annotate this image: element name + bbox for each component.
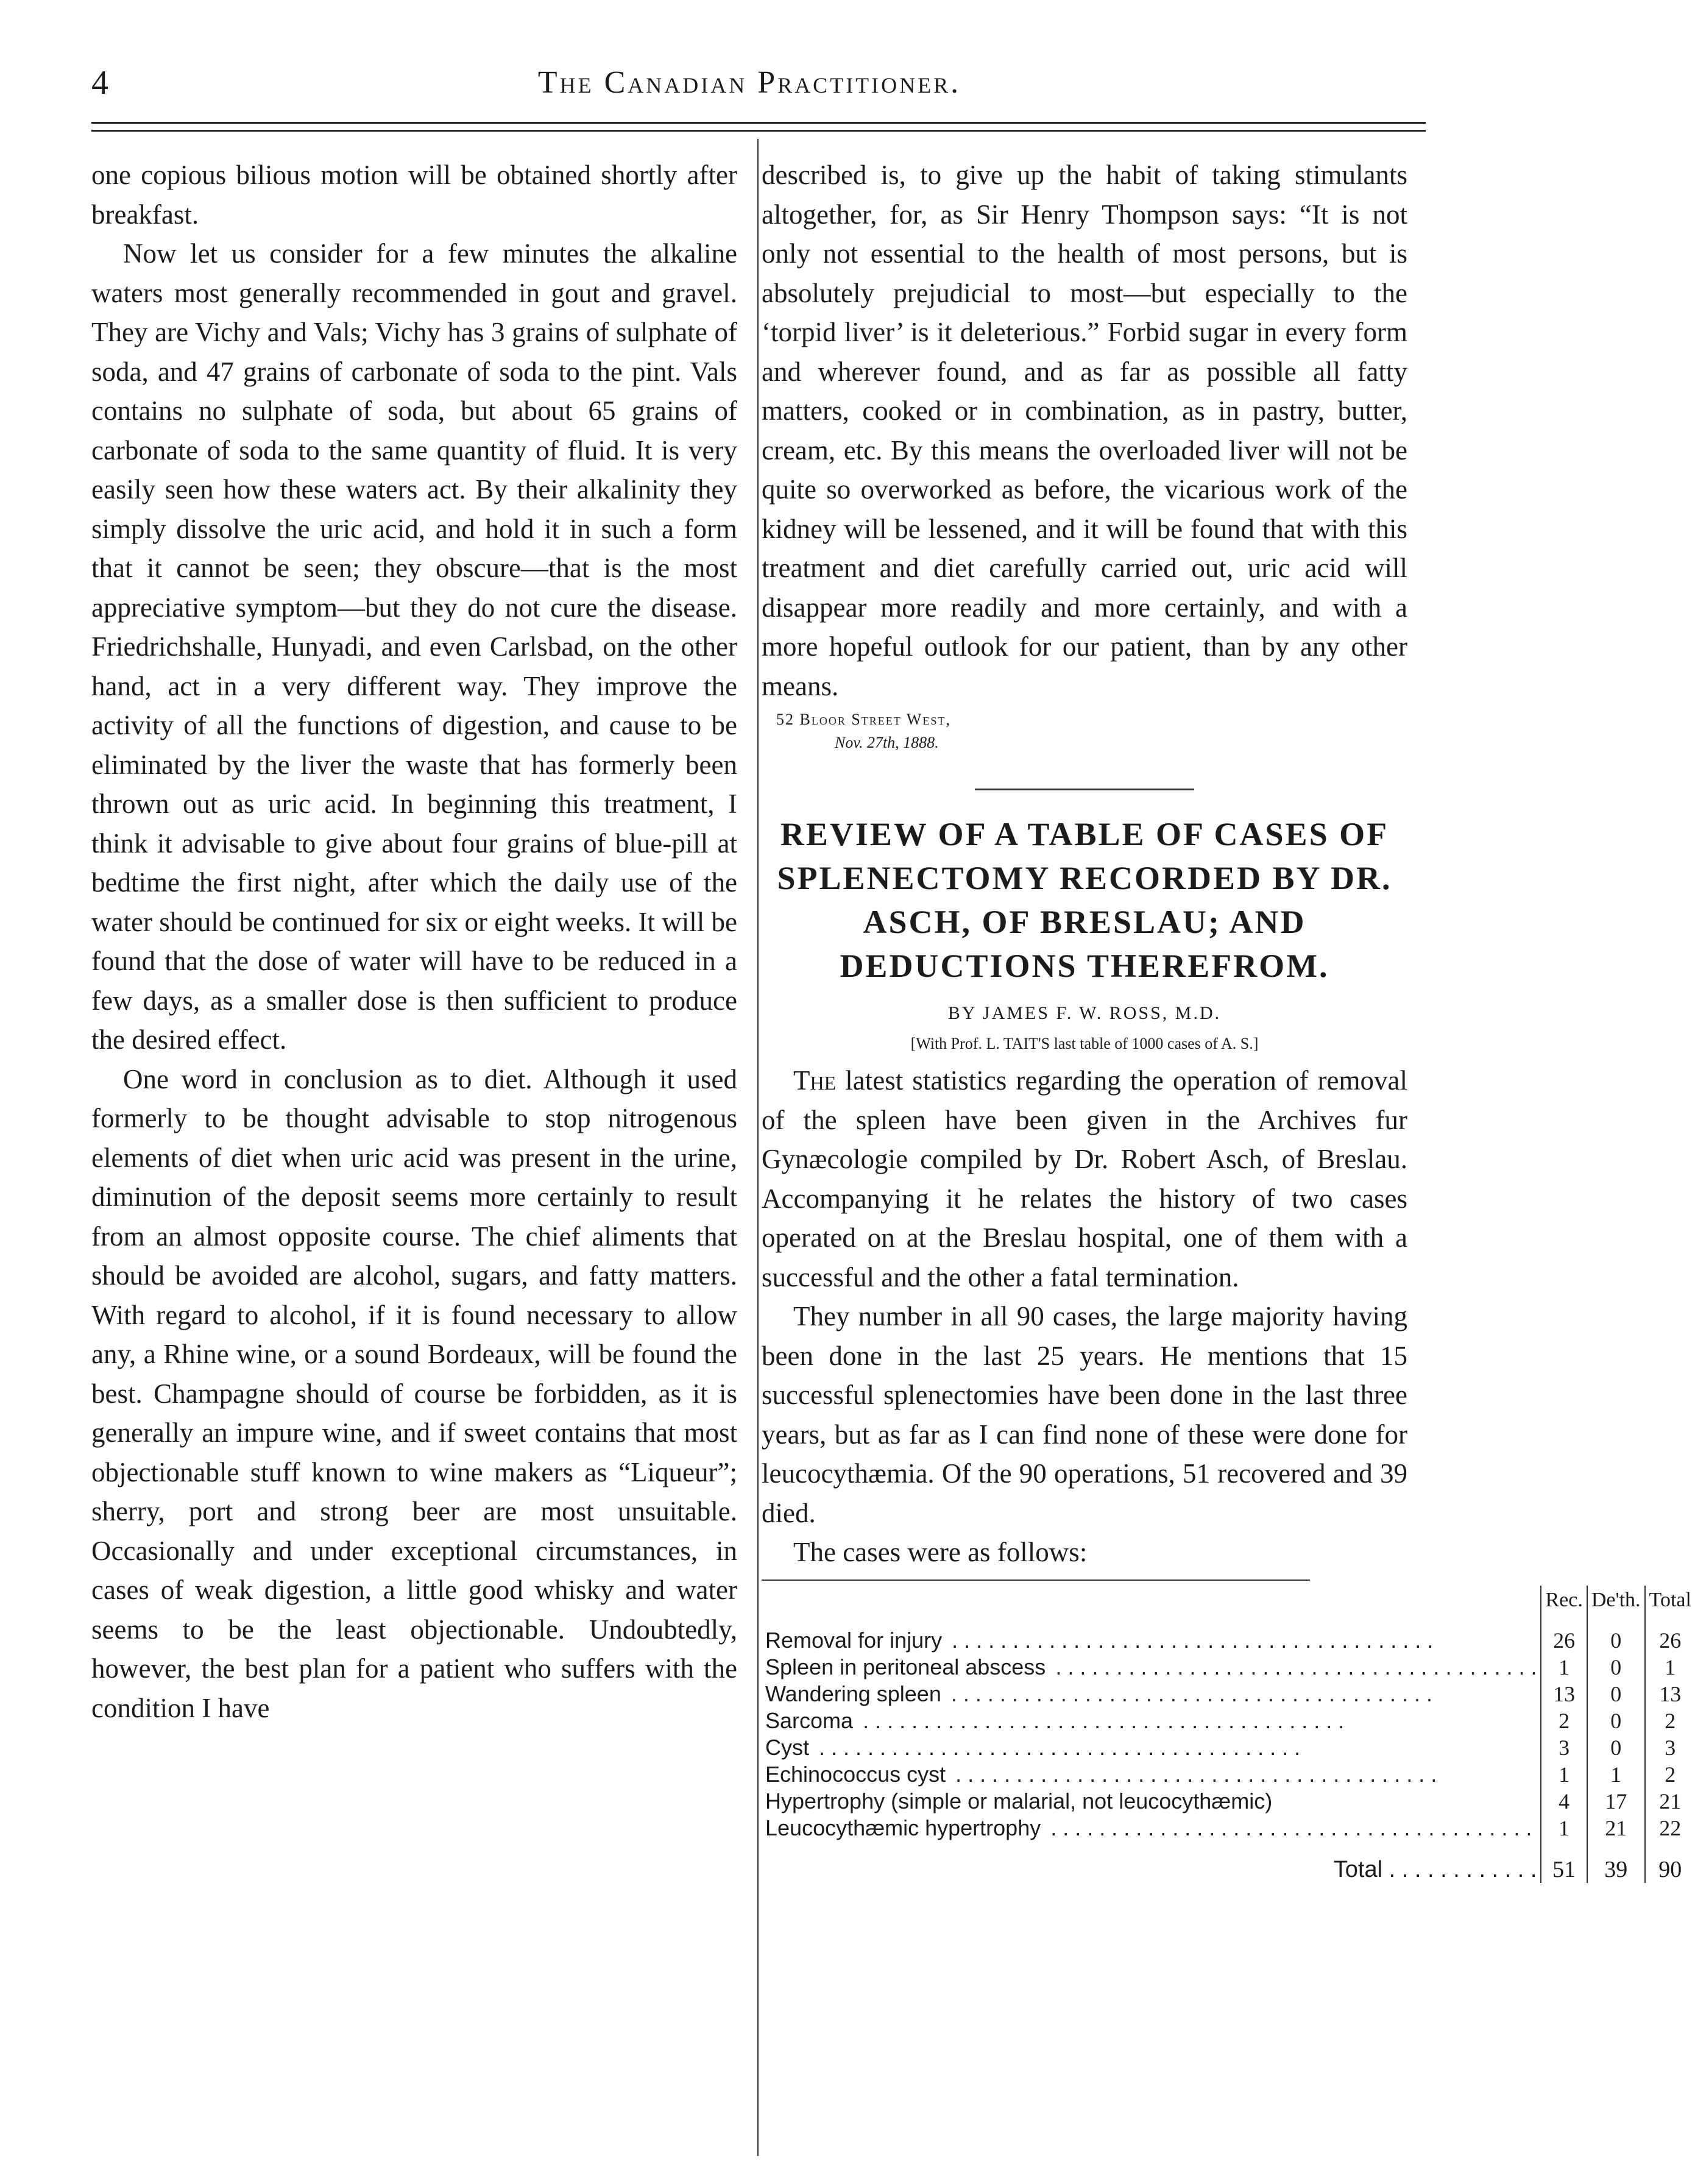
table-row: [762, 1654, 1695, 1681]
row-label-text: Spleen in peritoneal abscess: [765, 1654, 1049, 1679]
row-total: 26: [1645, 1627, 1695, 1654]
row-label-text: Removal for injury: [765, 1628, 946, 1653]
row-rec: 1: [1541, 1654, 1587, 1681]
leader-dots: [945, 1681, 1432, 1706]
row-rec: 1: [1541, 1761, 1587, 1788]
left-paragraph-1: one copious bilious motion will be obtained shortly after breakfast.: [91, 160, 737, 230]
row-died: 0: [1587, 1681, 1645, 1707]
table-row: [762, 1815, 1695, 1842]
row-label: [762, 1627, 1541, 1654]
leader-dots: [949, 1762, 1437, 1787]
row-label-text: Cyst: [765, 1735, 813, 1760]
table-total-row: [762, 1842, 1695, 1883]
leader-dots: [857, 1708, 1344, 1733]
row-label-text: Sarcoma: [765, 1708, 857, 1733]
table-header-row: [762, 1586, 1695, 1627]
running-title: The Canadian Practitioner.: [537, 65, 961, 100]
row-rec: 2: [1541, 1707, 1587, 1734]
lead-word: The: [793, 1065, 837, 1096]
left-column: [91, 155, 737, 1728]
article-byline: BY JAMES F. W. ROSS, M.D.: [947, 1003, 1222, 1023]
row-total: 22: [1645, 1815, 1695, 1842]
row-label: [762, 1815, 1541, 1842]
row-total: 2: [1645, 1761, 1695, 1788]
row-total: 21: [1645, 1788, 1695, 1815]
row-label: [762, 1734, 1541, 1761]
left-paragraph-2: Now let us consider for a few minutes the alkaline waters most generally recommended in gout and gravel. They are Vichy and Vals; Vichy has 3 grains of sulphate of soda, and 47 grains of carbonate of soda to the pint. Vals contains no sulphate of soda, but about 65 grains of carbonate of soda to the same quantity of fluid. It is very easily seen how these waters act. By their alkalinity they simply dissolve the uric acid, and hold it in such a form that it cannot be seen; they obscure—that is the most appreciative symptom—but they do not cure the disease. Friedrichshalle, Hunyadi, and even Carlsbad, on the other hand, act in a very different way. They improve the activity of all the functions of digestion, and cause to be eliminated by the liver the waste that has formerly been thrown out as uric acid. In beginning this treatment, I think it advisable to give about four grains of blue-pill at bedtime the first night, after which the daily use of the water should be continued for six or eight weeks. It will be found that the dose of water will have to be reduced in a few days, as a smaller dose is then sufficient to produce the desired effect.: [91, 238, 737, 1055]
row-rec: 26: [1541, 1627, 1587, 1654]
row-label: [762, 1654, 1541, 1681]
table-header-blank: [762, 1586, 1541, 1627]
row-died: 21: [1587, 1815, 1645, 1842]
total-total: 90: [1645, 1842, 1695, 1883]
row-died: 1: [1587, 1761, 1645, 1788]
column-divider: [757, 139, 759, 2156]
left-paragraph-3: One word in conclusion as to diet. Although it used formerly to be thought advisable to stop nitrogenous elements of diet when uric acid was present in the urine, diminution of the deposit seems more certainly to result from an almost opposite course. The chief aliments that should be avoided are alcohol, sugars, and fatty matters. With regard to alcohol, if it is found necessary to allow any, a Rhine wine, or a sound Bordeaux, will be found the best. Champagne should of course be forbidden, as it is generally an impure wine, and if sweet contains that most objectionable stuff known to wine makers as “Liqueur”; sherry, port and strong beer are most unsuitable. Occasionally and under exceptional circumstances, in cases of weak digestion, a little good whisky and water seems to be the least objectionable. Undoubtedly, however, the best plan for a patient who suffers with the condition I have: [91, 1063, 737, 1723]
table-top-rule: [762, 1580, 1310, 1581]
header-double-rule: [91, 122, 1426, 132]
page-number: 4: [91, 64, 108, 102]
leader-dots: [813, 1735, 1300, 1760]
table-header-died: De'th.: [1587, 1586, 1645, 1627]
signature-date: Nov. 27th, 1888.: [835, 734, 939, 751]
row-total: 2: [1645, 1707, 1695, 1734]
table-row: [762, 1681, 1695, 1707]
row-died: 0: [1587, 1707, 1645, 1734]
section-rule: [975, 789, 1194, 790]
row-died: 0: [1587, 1627, 1645, 1654]
total-died: 39: [1587, 1842, 1645, 1883]
page-header: [73, 58, 1426, 107]
article-title: REVIEW OF A TABLE OF CASES OF SPLENECTOMY RECORDED BY DR. ASCH, OF BRESLAU; AND DEDUCTIONS THEREFROM.: [777, 816, 1392, 984]
row-rec: 4: [1541, 1788, 1587, 1815]
table-header-total: Total: [1645, 1586, 1695, 1627]
leader-dots: [946, 1628, 1433, 1653]
leader-dots: [1044, 1815, 1532, 1840]
total-label: Total . . . . . . . . . . . .: [1333, 1856, 1537, 1882]
row-died: 17: [1587, 1788, 1645, 1815]
table-row: [762, 1707, 1695, 1734]
signature-address: 52 Bloor Street West,: [776, 711, 951, 728]
total-rec: 51: [1541, 1842, 1587, 1883]
table-row: [762, 1761, 1695, 1788]
signature-block: [762, 708, 1407, 754]
article-note: [With Prof. L. TAIT'S last table of 1000 cases of A. S.]: [910, 1035, 1259, 1052]
table-header-rec: Rec.: [1541, 1586, 1587, 1627]
row-label: [762, 1681, 1541, 1707]
article-paragraph-2: They number in all 90 cases, the large majority having been done in the last 25 years. He mentions that 15 successful splenectomies have been done in the last three years, but as far as I can find none of these were done for leucocythæmia. Of the 90 operations, 51 recovered and 39 died.: [762, 1301, 1407, 1528]
row-died: 0: [1587, 1654, 1645, 1681]
article-paragraph-1-text: latest statistics regarding the operation of removal of the spleen have been given in the Archives fur Gynæcologie compiled by Dr. Robert Asch, of Breslau. Accompanying it he relates the history of two cases operated on at the Breslau hospital, one of them with a successful and the other a fatal termination.: [762, 1065, 1407, 1292]
leader-dots: [1049, 1654, 1537, 1679]
row-label: [762, 1788, 1541, 1815]
total-label-text: Total: [1333, 1856, 1383, 1882]
row-label-text: Echinococcus cyst: [765, 1762, 949, 1787]
row-total: 13: [1645, 1681, 1695, 1707]
row-label-text: Leucocythæmic hypertrophy: [765, 1815, 1044, 1840]
table-row: [762, 1734, 1695, 1761]
row-rec: 3: [1541, 1734, 1587, 1761]
article-paragraph-3: The cases were as follows:: [793, 1537, 1088, 1567]
row-total: 3: [1645, 1734, 1695, 1761]
splenectomy-cases-table: [762, 1586, 1695, 1883]
table-row: [762, 1788, 1695, 1815]
table-row: [762, 1627, 1695, 1654]
row-label: [762, 1761, 1541, 1788]
row-died: 0: [1587, 1734, 1645, 1761]
row-rec: 1: [1541, 1815, 1587, 1842]
article-paragraph-1: [762, 1061, 1407, 1297]
right-continuation-paragraph: described is, to give up the habit of taking stimulants altogether, for, as Sir Henry Thompson says: “It is not only not essential to the health of most persons, but is absolutely prejudicial to most—but especially to the ‘torpid liver’ is it deleterious.” Forbid sugar in every form and wherever found, and as far as possible all fatty matters, cooked or in combination, as in pastry, butter, cream, etc. By this means the overloaded liver will not be quite so overworked as before, the vicarious work of the kidney will be lessened, and it will be found that with this treatment and diet carefully carried out, uric acid will disappear more readily and more certainly, and with a more hopeful outlook for our patient, than by any other means.: [762, 160, 1407, 701]
row-label-text: Hypertrophy (simple or malarial, not leucocythæmic): [765, 1789, 1276, 1814]
row-total: 1: [1645, 1654, 1695, 1681]
row-rec: 13: [1541, 1681, 1587, 1707]
right-column: [762, 155, 1691, 1883]
row-label-text: Wandering spleen: [765, 1681, 945, 1706]
row-label: [762, 1707, 1541, 1734]
